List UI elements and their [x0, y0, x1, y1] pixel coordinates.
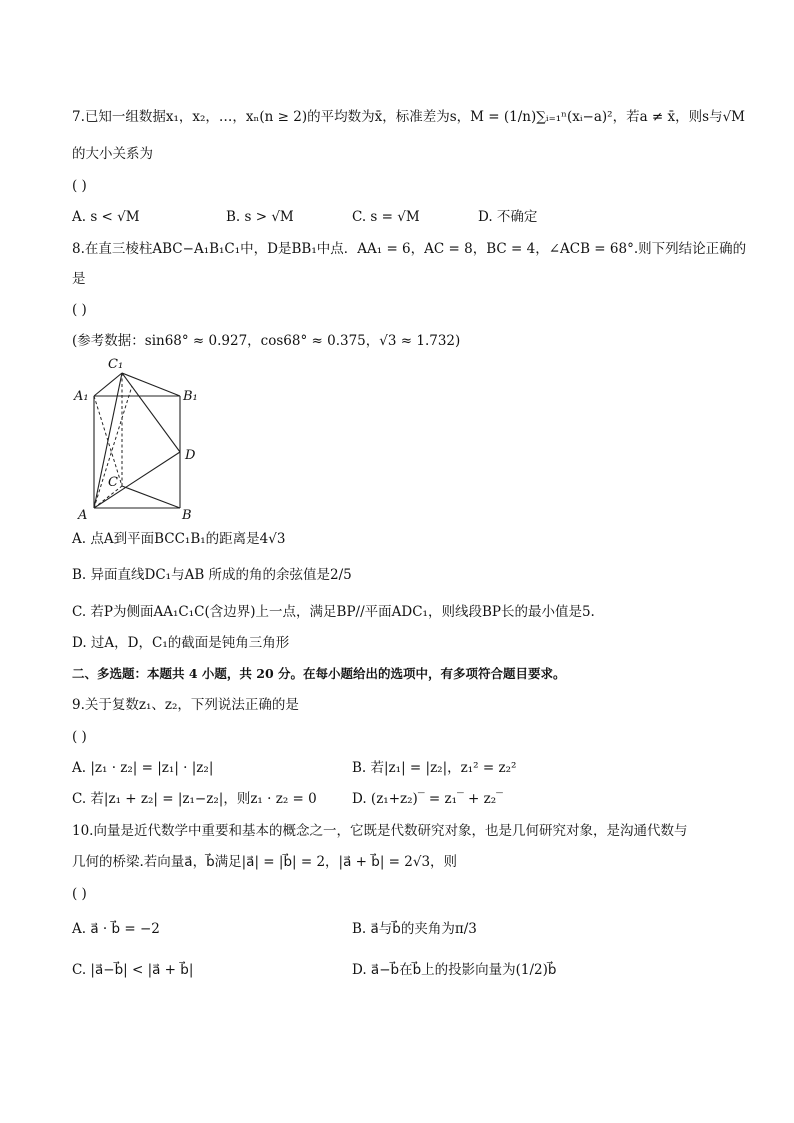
q7-stem-line1: 7.已知一组数据x₁，x₂，…，xₙ(n ≥ 2)的平均数为x̄，标准差为s，M = (1/n)∑ᵢ₌₁ⁿ(xᵢ−a)²，若a ≠ x̄，则s与√M [72, 109, 745, 125]
q7-option-d: D. 不确定 [478, 209, 538, 225]
q8-option-b: B. 异面直线DC₁与AB 所成的角的余弦值是2/5 [72, 567, 352, 583]
prism-figure [72, 356, 212, 522]
q8-answer-paren: ( ) [72, 302, 87, 318]
q10-option-d: D. a⃗−b⃗在b⃗上的投影向量为(1/2)b⃗ [352, 962, 557, 978]
edge-c-b [122, 486, 180, 508]
q7-option-b: B. s > √M [226, 209, 294, 225]
q8-reference-data: (参考数据：sin68° ≈ 0.927，cos68° ≈ 0.375，√3 ≈ 1.732) [72, 333, 461, 349]
q8-stem-line1: 8.在直三棱柱ABC−A₁B₁C₁中，D是BB₁中点．AA₁ = 6，AC = 8，BC = 4，∠ACB = 68°.则下列结论正确的 [72, 241, 747, 257]
q9-option-d: D. (z₁+z₂)‾ = z₁‾ + z₂‾ [352, 791, 503, 807]
segment-a-d [94, 452, 180, 508]
label-b1: B₁ [183, 389, 198, 404]
label-c: C [108, 475, 118, 490]
label-d: D [185, 448, 196, 463]
q7-option-c: C. s = √M [352, 209, 420, 225]
q7-stem-line2: 的大小关系为 [72, 146, 153, 162]
q8-option-d: D. 过A，D，C₁的截面是钝角三角形 [72, 635, 290, 651]
q7-option-a: A. s < √M [72, 209, 140, 225]
q10-answer-paren: ( ) [72, 886, 87, 902]
q8-option-c: C. 若P为侧面AA₁C₁C(含边界)上一点，满足BP//平面ADC₁，则线段BP长的最小值是5. [72, 604, 595, 620]
q9-stem: 9.关于复数z₁、z₂，下列说法正确的是 [72, 697, 299, 713]
q10-option-a: A. a⃗ · b⃗ = −2 [72, 921, 160, 937]
label-c1: C₁ [108, 357, 124, 372]
q9-option-b: B. 若|z₁| = |z₂|，z₁² = z₂² [352, 760, 517, 776]
q10-stem-line2: 几何的桥梁.若向量a⃗，b⃗满足|a⃗| = |b⃗| = 2，|a⃗ + b⃗| = 2√3，则 [72, 854, 458, 870]
label-a1: A₁ [74, 389, 89, 404]
q9-option-c: C. 若|z₁ + z₂| = |z₁−z₂|，则z₁ · z₂ = 0 [72, 791, 317, 807]
q9-answer-paren: ( ) [72, 729, 87, 745]
q8-option-a: A. 点A到平面BCC₁B₁的距离是4√3 [72, 531, 286, 547]
q10-stem-line1: 10.向量是近代数学中重要和基本的概念之一，它既是代数研究对象，也是几何研究对象，是沟通代数与 [72, 823, 688, 839]
q9-option-a: A. |z₁ · z₂| = |z₁| · |z₂| [72, 760, 214, 776]
label-b: B [182, 508, 192, 522]
q10-option-b: B. a⃗与b⃗的夹角为π/3 [352, 921, 477, 937]
q7-answer-paren: ( ) [72, 178, 87, 194]
section-heading-multi-choice: 二、多选题：本题共 4 小题，共 20 分。在每小题给出的选项中，有多项符合题目要求。 [72, 666, 566, 681]
q10-option-c: C. |a⃗−b⃗| < |a⃗ + b⃗| [72, 962, 194, 978]
q8-stem-line2: 是 [72, 271, 86, 287]
label-a: A [78, 508, 88, 522]
